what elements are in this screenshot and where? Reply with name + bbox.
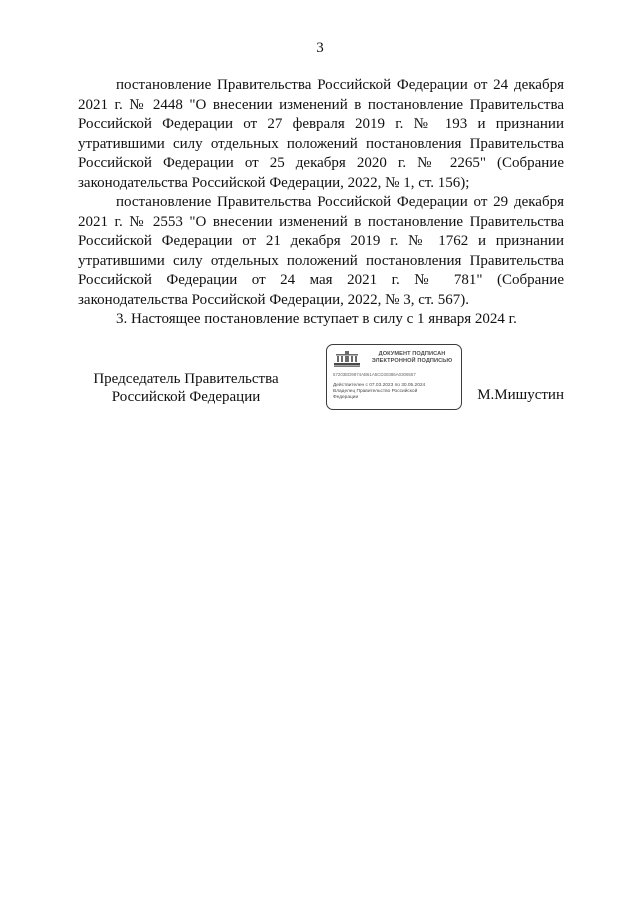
stamp-owner-line-2: Федерации (333, 395, 359, 400)
document-body (78, 76, 564, 330)
page-number: 3 (316, 40, 324, 56)
signatory-title (76, 370, 296, 406)
stamp-owner-line-1: Владелец Правительство Российской (333, 389, 418, 394)
stamp-header-line-2: ЭЛЕКТРОННОЙ ПОДПИСЬЮ (371, 358, 453, 364)
paragraph-effective-date: 3. Настоящее постановление вступает в силу с 1 января 2024 г. (116, 311, 517, 327)
government-building-icon (333, 350, 361, 368)
stamp-header (365, 351, 459, 365)
signatory-title-line-1: Председатель Правительства (93, 371, 279, 387)
signatory-name: М.Мишустин (477, 387, 564, 403)
electronic-signature-stamp (326, 344, 462, 410)
signatory-title-line-2: Российской Федерации (111, 389, 261, 405)
stamp-certificate-number: 57203ЕD9874АВ61А5СD30386А0306557 (333, 372, 416, 377)
paragraph-decree-2553: постановление Правительства Российской Федерации от 29 декабря 2021 г. № 2553 "О внесении изменений в постановление Правительства Российской Федерации от 21 декабря 2019 г. № 1762 и признании утратившими силу отдельных положений постановления Правительства Российской Федерации от 24 мая 2021 г. № 781" (Собрание законодательства Российской Федерации, 2022, № 3, ст. 567). (78, 194, 564, 308)
stamp-header-line-1: ДОКУМЕНТ ПОДПИСАН (378, 351, 446, 357)
paragraph-decree-2448: постановление Правительства Российской Федерации от 24 декабря 2021 г. № 2448 "О внесении изменений в постановление Правительства Российской Федерации от 27 февраля 2019 г. № 193 и признании утратившими силу отдельных положений постановления Правительства Российской Федерации от 25 декабря 2020 г. № 2265" (Собрание законодательства Российской Федерации, 2022, № 1, ст. 156); (78, 77, 564, 191)
stamp-validity: Действителен с 07.03.2023 по 30.05.2024 (333, 383, 426, 388)
